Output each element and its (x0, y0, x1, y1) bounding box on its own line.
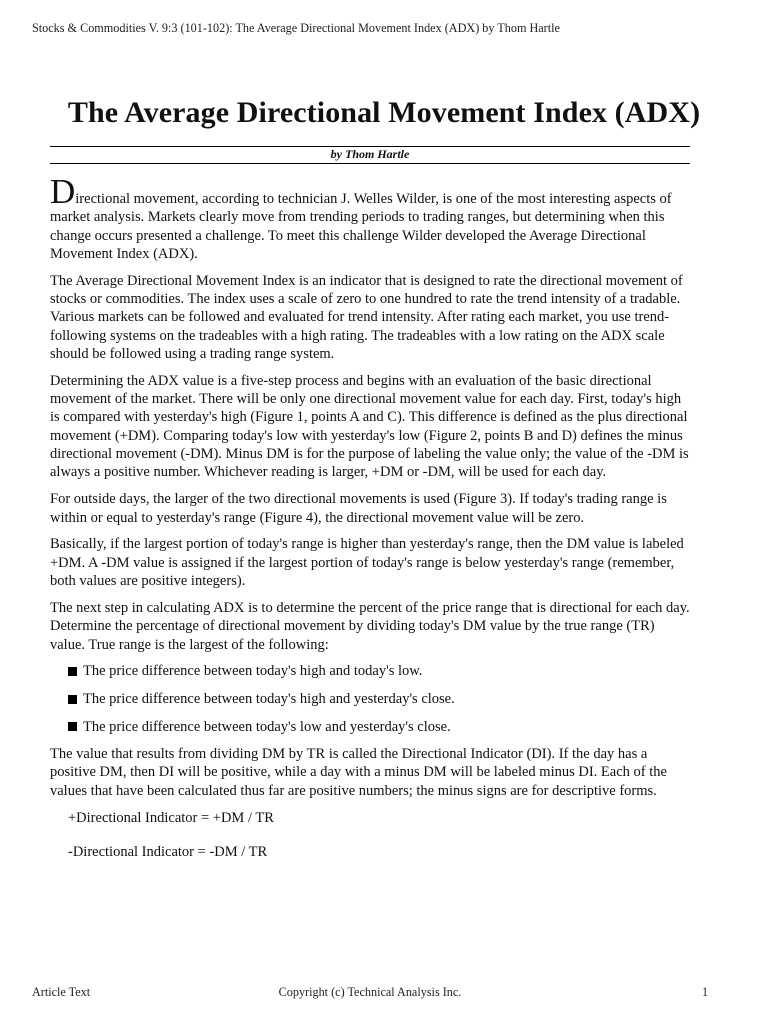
formula-minus-di: -Directional Indicator = -DM / TR (68, 843, 268, 860)
true-range-list (50, 662, 690, 735)
list-item-text: The price difference between today's high and today's low. (83, 663, 423, 680)
square-bullet-icon (68, 722, 77, 731)
paragraph: The value that results from dividing DM by TR is called the Directional Indicator (DI). If the day has a positive DM, then DI will be positive, while a day with a minus DM will be labeled minus DI. Each of the values that have been calculated thus far are positive numbers; the minus signs are for descriptive forms. (50, 746, 667, 799)
paragraph: For outside days, the larger of the two directional movements is used (Figure 3). If today's trading range is within or equal to yesterday's range (Figure 4), the directional movement value will be zero. (50, 491, 667, 526)
list-item (68, 690, 690, 708)
intro-text: irectional movement, according to technician J. Welles Wilder, is one of the most interesting aspects of market analysis. Markets clearly move from trending periods to trading ranges, but determining when this change occurs presented a challenge. To meet this challenge Wilder developed the Average Directional Movement Index (ADX). (50, 191, 672, 262)
article-title: The Average Directional Movement Index (ADX) (67, 96, 701, 129)
page-number: 1 (702, 985, 709, 999)
running-head: Stocks & Commodities V. 9:3 (101-102): The Average Directional Movement Index (ADX) by Thom Hartle (32, 21, 560, 35)
footer-label: Article Text (32, 985, 91, 999)
paragraph: The next step in calculating ADX is to determine the percent of the price range that is directional for each day. Determine the percentage of directional movement by dividing today's DM value by the true range (TR) value. True range is the largest of the following: (50, 599, 690, 653)
paragraph: The Average Directional Movement Index is an indicator that is designed to rate the directional movement of stocks or commodities. The index uses a scale of zero to one hundred to rate the trend intensity of a tradable. Various markets can be followed and evaluated for trend intensity. After rating each market, you use trend-following systems on the tradeables with a high rating. The tradeables with a low rating on the ADX scale should be followed using a trading range system. (50, 272, 683, 362)
square-bullet-icon (68, 667, 77, 676)
byline: by Thom Hartle (50, 146, 690, 164)
paragraph: Determining the ADX value is a five-step process and begins with an evaluation of the basic directional movement of the market. There will be only one directional movement value for each day. First, today's high is compared with yesterday's high (Figure 1, points A and C). This difference is defined as the plus directional movement (+DM). Comparing today's low with yesterday's low (Figure 2, points B and D) defines the minus directional movement (-DM). Minus DM is for the purpose of labeling the value only; the value of the -DM is always a positive number. Whichever reading is larger, +DM or -DM, will be used for each day. (50, 372, 689, 481)
drop-cap: D (50, 172, 76, 211)
list-item-text: The price difference between today's low and yesterday's close. (83, 718, 451, 735)
paragraph-intro (50, 172, 690, 263)
square-bullet-icon (68, 695, 77, 704)
article-body (50, 172, 690, 861)
list-item (68, 662, 690, 680)
list-item (68, 718, 690, 736)
footer-copyright: Copyright (c) Technical Analysis Inc. (278, 985, 462, 999)
formula-plus-di: +Directional Indicator = +DM / TR (68, 809, 274, 826)
paragraph: Basically, if the largest portion of today's range is higher than yesterday's range, then the DM value is labeled +DM. A -DM value is assigned if the largest portion of today's range is below yesterday's range (remember, both values are positive integers). (50, 536, 684, 590)
list-item-text: The price difference between today's high and yesterday's close. (83, 690, 455, 707)
